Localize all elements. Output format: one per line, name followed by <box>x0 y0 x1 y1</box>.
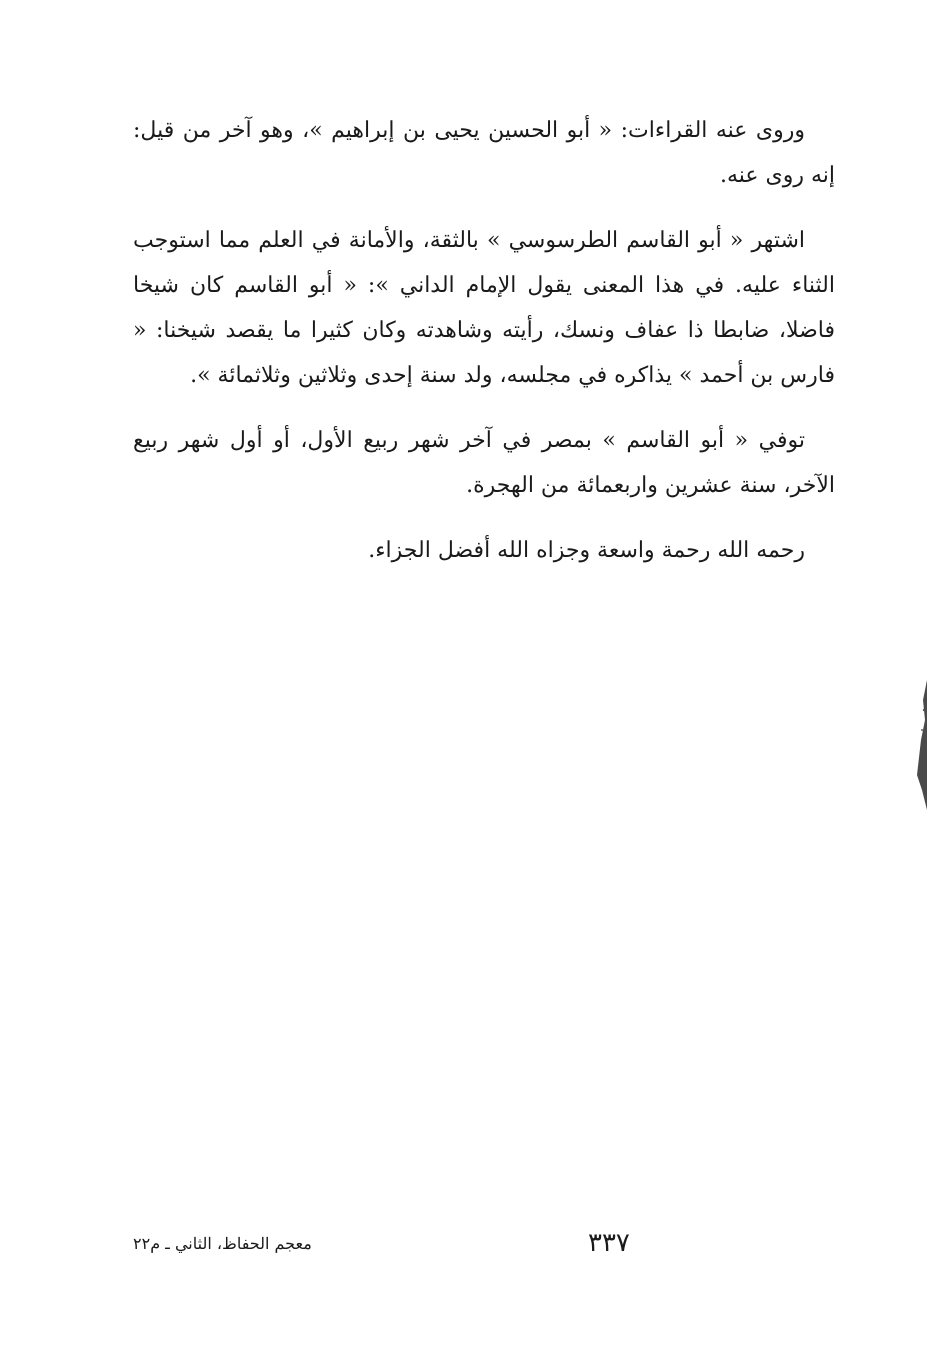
page-footer <box>133 1228 835 1260</box>
paragraph-narrators: وروى عنه القراءات: « أبو الحسين يحيى بن إبراهيم »، وهو آخر من قيل: إنه روى عنه. <box>133 118 835 188</box>
scan-edge-mark <box>913 680 927 820</box>
paragraph-prayer: رحمه الله رحمة واسعة وجزاه الله أفضل الجزاء. <box>368 538 805 563</box>
body-text <box>133 108 835 593</box>
paragraph-reputation: اشتهر « أبو القاسم الطرسوسي » بالثقة، والأمانة في العلم مما استوجب الثناء عليه. في هذا المعنى يقول الإمام الداني »: « أبو القاسم كان شيخا فاضلا، ضابطا ذا عفاف ونسك، رأيته وشاهدته وكان كثيرا ما يقصد شيخنا: « فارس بن أحمد » يذاكره في مجلسه، ولد سنة إحدى وثلاثين وثلاثمائة ». <box>133 228 835 388</box>
page-number: ٣٣٧ <box>588 1228 630 1258</box>
paragraph-death: توفي « أبو القاسم » بمصر في آخر شهر ربيع الأول، أو أول شهر ربيع الآخر، سنة عشرين واربعمائة من الهجرة. <box>133 428 835 498</box>
printer-signature: معجم الحفاظ، الثاني ـ م٢٢ <box>133 1234 312 1253</box>
